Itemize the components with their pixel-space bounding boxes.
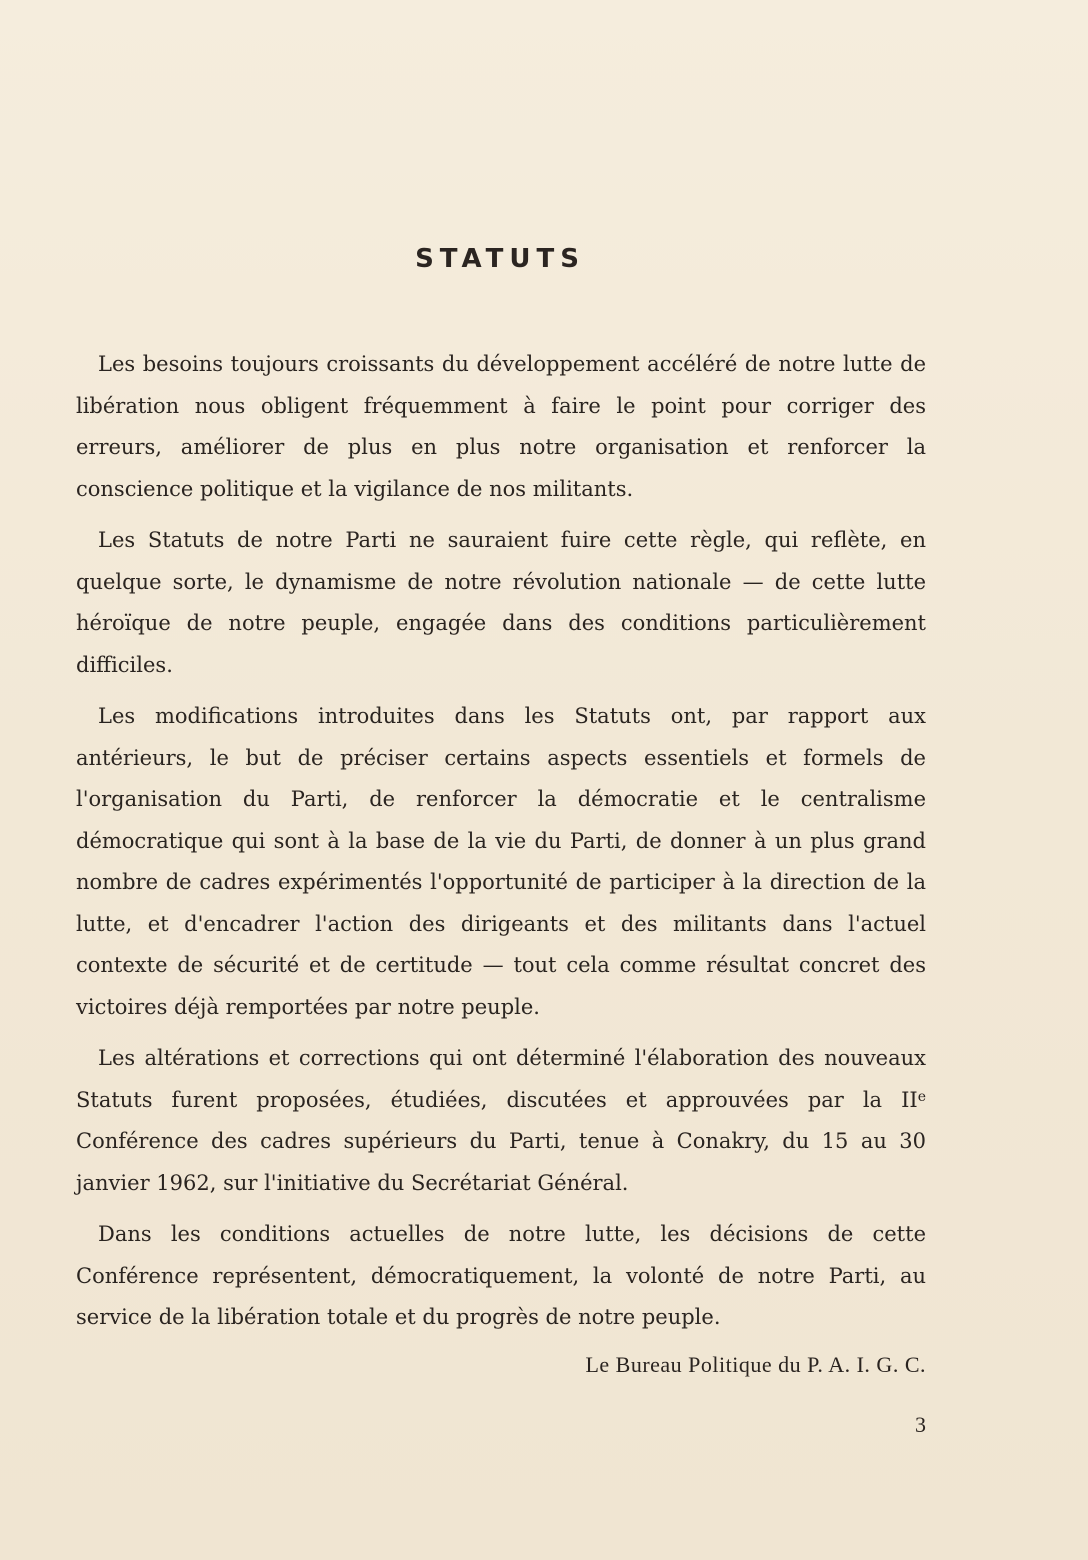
paragraph-4-start: Les altérations et corrections qui ont déterminé l'élaboration des nouveaux Statuts furent proposées, étudiées, discutées et approuvées par la II [76, 1046, 926, 1112]
ordinal-suffix: e [917, 1088, 926, 1105]
page-number: 3 [915, 1412, 926, 1437]
paragraph-1: Les besoins toujours croissants du développement accéléré de notre lutte de libération nous obligent fréquemment à faire le point pour corriger des erreurs, améliorer de plus en plus notre organisation et renforcer la conscience politique et la vigilance de nos militants. [76, 352, 926, 501]
paragraph-4 [76, 1038, 926, 1204]
document-title: STATUTS [415, 244, 585, 274]
paragraph-5: Dans les conditions actuelles de notre lutte, les décisions de cette Conférence représentent, démocratiquement, la volonté de notre Parti, au service de la libération totale et du progrès de notre peuple. [76, 1222, 926, 1329]
paragraph-4-end: Conférence des cadres supérieurs du Parti, tenue à Conakry, du 15 au 30 janvier 1962, sur l'initiative du Secrétariat Général. [76, 1129, 926, 1195]
paragraph-2: Les Statuts de notre Parti ne sauraient fuire cette règle, qui reflète, en quelque sorte, le dynamisme de notre révolution nationale — de cette lutte héroïque de notre peuple, engagée dans des conditions particulièrement difficiles. [76, 528, 926, 677]
paragraph-3: Les modifications introduites dans les Statuts ont, par rapport aux antérieurs, le but de préciser certains aspects essentiels et formels de l'organisation du Parti, de renforcer la démocratie et le centralisme démocratique qui sont à la base de la vie du Parti, de donner à un plus grand nombre de cadres expérimentés l'opportunité de participer à la direction de la lutte, et d'encadrer l'action des dirigeants et des militants dans l'actuel contexte de sécurité et de certitude — tout cela comme résultat concret des victoires déjà remportées par notre peuple. [76, 704, 926, 1019]
signature: Le Bureau Politique du P. A. I. G. C. [585, 1352, 926, 1377]
document-body [76, 344, 926, 1349]
